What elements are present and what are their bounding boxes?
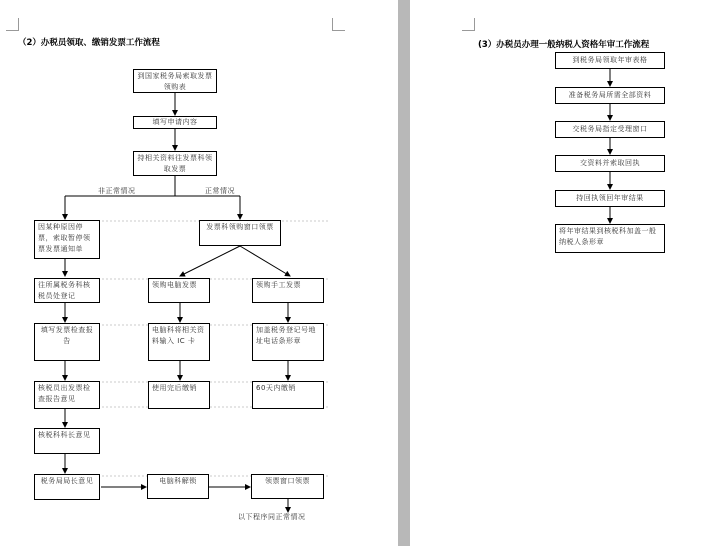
flow-box-suspension-notice: 因某种原因停票，索取暂停领票发票通知单 (34, 220, 100, 259)
flow-box-collect-result: 持回执领回年审结果 (555, 190, 665, 207)
right-flow-connectors (410, 0, 721, 546)
label-abnormal-case: 非正常情况 (98, 187, 136, 195)
flow-box-bring-materials: 持相关资料往发票科领取发票 (133, 151, 217, 176)
flow-box-officer-opinion: 核税员出发票检查报告意见 (34, 381, 100, 409)
flow-box-fill-application: 填写申请内容 (133, 116, 217, 129)
section-title-invoice-flow: （2）办税员领取、缴销发票工作流程 (18, 38, 160, 48)
flow-box-manual-invoice: 领购手工发票 (252, 278, 324, 303)
page-gutter (398, 0, 410, 546)
flow-box-director-opinion: 税务局局长意见 (34, 474, 100, 500)
flow-box-obtain-form: 到国家税务局索取发票领购表 (133, 69, 217, 93)
flow-box-stamp-taxpayer: 将年审结果到核税科加盖一般纳税人条形章 (555, 224, 665, 253)
flow-box-get-review-form: 到税务局领取年审表格 (555, 52, 665, 69)
label-normal-case: 正常情况 (205, 187, 235, 195)
label-following-procedure: 以下程序同正常情况 (238, 513, 306, 521)
flow-box-section-chief-opinion: 核税科科长意见 (34, 428, 100, 454)
flow-box-ic-card-input: 电脑科将相关资料输入 IC 卡 (148, 323, 210, 361)
flow-box-cancel-after-use: 使用完后缴销 (148, 381, 210, 409)
section-title-annual-review-flow: (3）办税员办理一般纳税人资格年审工作流程 (478, 40, 650, 50)
flow-box-cancel-60-days: 60天内缴销 (252, 381, 324, 409)
flow-box-register-tax-officer: 往所属税务科核税员处登记 (34, 278, 100, 303)
flow-box-prepare-materials: 准备税务局所需全部资料 (555, 87, 665, 104)
flow-box-get-receipt: 交资料并索取回执 (555, 155, 665, 172)
flow-box-computer-unlock: 电脑科解锁 (147, 474, 209, 499)
flow-box-inspection-report: 填写发票检查报告 (34, 323, 100, 361)
flow-box-computer-invoice: 领购电脑发票 (148, 278, 210, 303)
flow-box-submit-window: 交税务局指定受理窗口 (555, 121, 665, 138)
document-page-right (410, 0, 721, 546)
flow-box-window-collect-final: 领票窗口领票 (251, 474, 324, 499)
flow-box-stamp-registration: 加盖税务登记号地址电话条形章 (252, 323, 324, 361)
flow-box-window-collect: 发票科领购窗口领票 (199, 220, 281, 246)
